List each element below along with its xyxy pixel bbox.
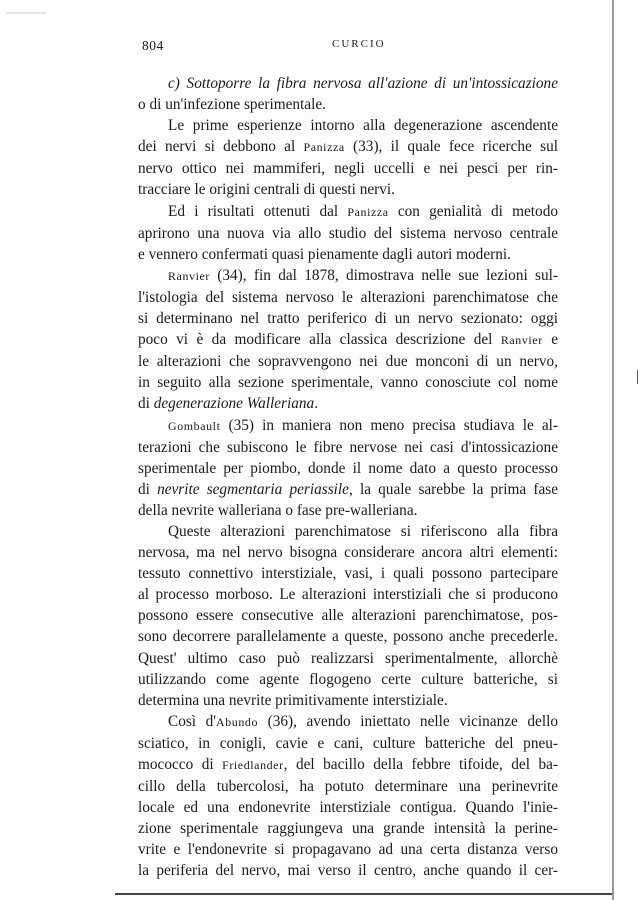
text-line: possono essere consecutive alle alterazioni parenchimatose, pos- — [138, 607, 558, 625]
text-line: utilizzando come agente flogogeno certe culture batteriche, si — [138, 670, 558, 688]
text-line: le alterazioni che sopravvengono nei due monconi di un nervo, — [138, 353, 558, 371]
text-line: Ed i risultati ottenuti dal Panizza con genialità di metodo — [168, 202, 558, 220]
text-line: tracciare le origini centrali di questi nervi. — [138, 181, 395, 199]
text-line: Ranvier (34), fin dal 1878, dimostrava nelle sue lezioni sul- — [168, 266, 558, 284]
margin-mark — [637, 370, 638, 384]
text-line: determina una nevrite primitivamente interstiziale. — [138, 691, 448, 709]
bottom-rule — [115, 893, 612, 895]
text-line: nervo ottico nei mammiferi, negli uccelli e nei pesci per rin- — [138, 160, 558, 178]
text-line: Così d'Abundo (36), avendo iniettato nelle vicinanze dello — [168, 712, 558, 730]
text-line: si determinano nel tratto periferico di un nervo sezionato: oggi — [138, 310, 558, 328]
text-line: c) Sottoporre la fibra nervosa all'azione di un'intossicazione — [168, 75, 558, 92]
text-line: mococco di Friedlander, del bacillo della febbre tifoide, del ba- — [138, 756, 558, 773]
text-line: terazioni che subiscono le fibre nervose nei casi d'intossicazione — [138, 438, 558, 456]
page-number: 804 — [142, 38, 164, 53]
text-line: e vennero confermati quasi pienamente dagli autori moderni. — [138, 245, 511, 263]
text-line: sono decorrere parallelamente a queste, possono anche precederle. — [138, 628, 558, 646]
text-line: cillo della tubercolosi, ha potuto determinare una perinevrite — [138, 778, 558, 796]
text-line: vrite e l'endonevrite si propagavano ad una certa distanza verso — [138, 841, 558, 859]
text-line: o di un'infezione sperimentale. — [138, 96, 326, 114]
text-line: Le prime esperienze intorno alla degenerazione ascendente — [168, 117, 558, 135]
text-line: al processo morboso. Le alterazioni interstiziali che si producono — [138, 586, 558, 604]
text-line: tessuto connettivo interstiziale, vasi, i quali possono partecipare — [138, 565, 558, 583]
page-edge-line — [612, 0, 614, 900]
text-line: sciatico, in conigli, cavie e cani, culture batteriche del pneu- — [138, 734, 558, 752]
text-line: in seguito alla sezione sperimentale, vanno conosciute col nome — [138, 374, 558, 392]
text-line: dei nervi si debbono al Panizza (33), il quale fece ricerche sul — [138, 138, 558, 156]
scan-corner-mark — [6, 12, 46, 14]
text-line: l'istologia del sistema nervoso le alterazioni parenchimatose che — [138, 288, 558, 306]
text-line: sperimentale per piombo, donde il nome dato a questo processo — [138, 459, 558, 477]
text-line: Queste alterazioni parenchimatose si riferiscono alla fibra — [168, 522, 558, 540]
running-title: CURCIO — [332, 38, 386, 50]
text-line: Quest' ultimo caso può realizzarsi sperimentalmente, allorchè — [138, 649, 558, 667]
text-line: aprirono una nuova via allo studio del sistema nervoso centrale — [138, 224, 558, 242]
text-line: locale ed una endonevrite interstiziale contigua. Quando l'inie- — [138, 799, 558, 817]
page-header — [142, 38, 554, 58]
text-line: zione sperimentale raggiungeva una grande intensità la perine- — [138, 820, 558, 838]
text-line: poco vi è da modificare alla classica descrizione del Ranvier e — [138, 331, 558, 349]
text-line: Gombault (35) in maniera non meno precisa studiava le al- — [168, 416, 558, 434]
text-line: di degenerazione Walleriana. — [138, 395, 319, 413]
text-line: della nevrite walleriana o fase pre-walleriana. — [138, 501, 418, 519]
text-line: la periferia del nervo, mai verso il centro, anche quando il cer- — [138, 862, 558, 880]
text-line: di nevrite segmentaria periassile, la quale sarebbe la prima fase — [138, 480, 558, 498]
body-text — [138, 73, 558, 882]
text-line: nervosa, ma nel nervo bisogna considerare ancora altri elementi: — [138, 544, 558, 562]
